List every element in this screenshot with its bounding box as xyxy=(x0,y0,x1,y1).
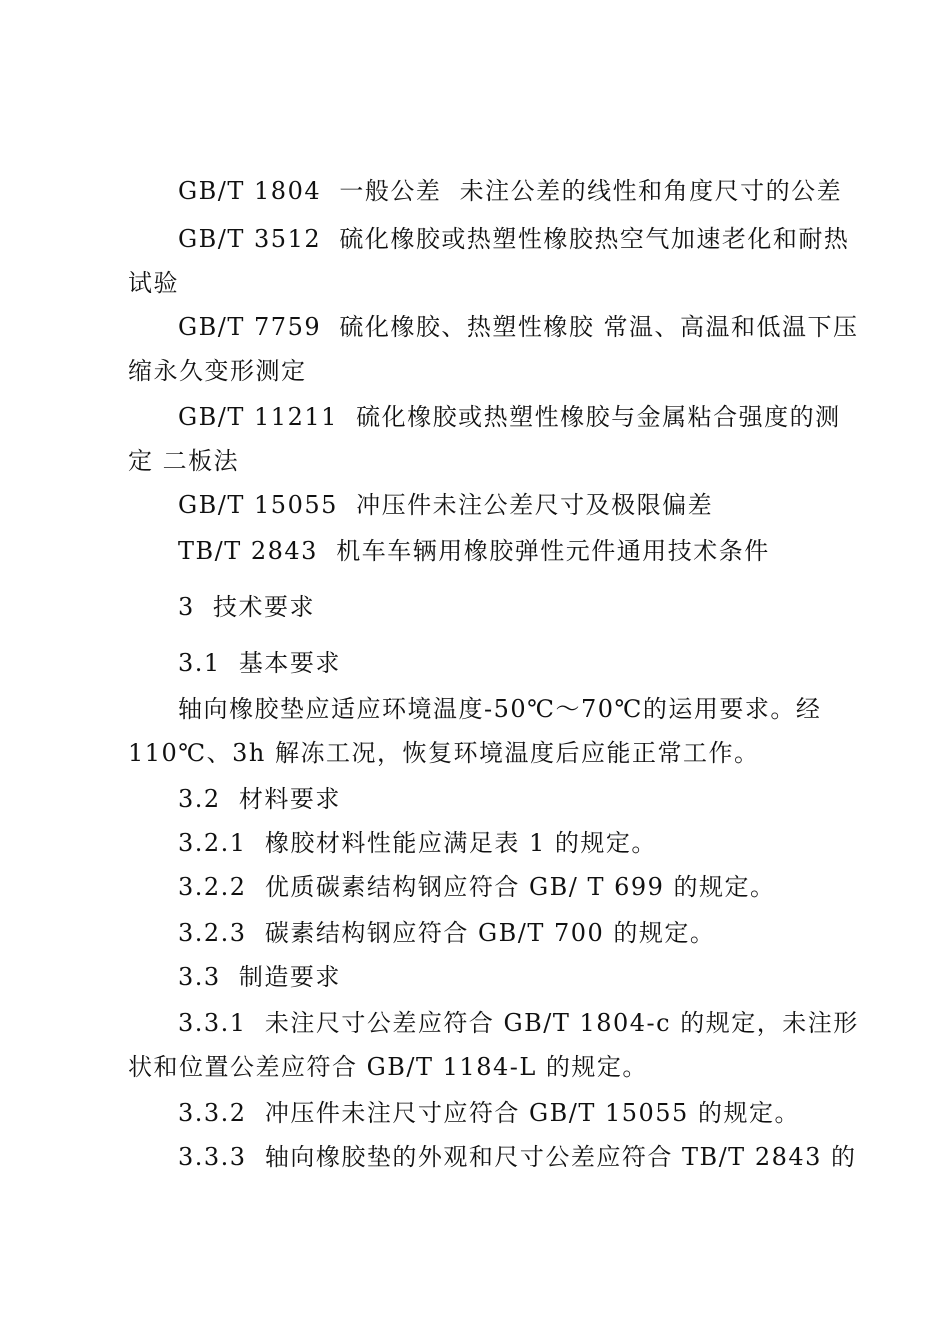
section-3-1-paragraph-line1: 轴向橡胶垫应适应环境温度-50℃～70℃的运用要求。经 xyxy=(178,695,822,723)
reference-gbt1804: GB/T 1804 一般公差 未注公差的线性和角度尺寸的公差 xyxy=(178,177,843,205)
reference-gbt11211: GB/T 11211 硫化橡胶或热塑性橡胶与金属粘合强度的测 xyxy=(178,403,841,431)
section-3-1-heading: 3.1 基本要求 xyxy=(178,649,341,677)
section-3-1-paragraph-line2: 110℃、3h 解冻工况，恢复环境温度后应能正常工作。 xyxy=(128,739,760,767)
reference-gbt7759: GB/T 7759 硫化橡胶、热塑性橡胶 常温、高温和低温下压 xyxy=(178,313,859,341)
section-3-2-2: 3.2.2 优质碳素结构钢应符合 GB/ T 699 的规定。 xyxy=(178,873,776,901)
section-3-2-1: 3.2.1 橡胶材料性能应满足表 1 的规定。 xyxy=(178,829,657,857)
section-3-2-heading: 3.2 材料要求 xyxy=(178,785,341,813)
section-3-3-2: 3.3.2 冲压件未注尺寸应符合 GB/T 15055 的规定。 xyxy=(178,1099,800,1127)
section-3-heading: 3 技术要求 xyxy=(178,593,316,621)
reference-gbt7759-cont: 缩永久变形测定 xyxy=(128,357,307,385)
section-3-2-3: 3.2.3 碳素结构钢应符合 GB/T 700 的规定。 xyxy=(178,919,716,947)
reference-tbt2843: TB/T 2843 机车车辆用橡胶弹性元件通用技术条件 xyxy=(178,537,770,565)
section-3-3-1-line1: 3.3.1 未注尺寸公差应符合 GB/T 1804-c 的规定，未注形 xyxy=(178,1009,859,1037)
section-3-3-1-line2: 状和位置公差应符合 GB/T 1184-L 的规定。 xyxy=(128,1053,648,1081)
reference-gbt11211-cont: 定 二板法 xyxy=(128,447,240,475)
reference-gbt3512-cont: 试验 xyxy=(128,269,179,297)
section-3-3-3: 3.3.3 轴向橡胶垫的外观和尺寸公差应符合 TB/T 2843 的 xyxy=(178,1143,857,1171)
reference-gbt15055: GB/T 15055 冲压件未注公差尺寸及极限偏差 xyxy=(178,491,714,519)
section-3-3-heading: 3.3 制造要求 xyxy=(178,963,341,991)
reference-gbt3512: GB/T 3512 硫化橡胶或热塑性橡胶热空气加速老化和耐热 xyxy=(178,225,850,253)
